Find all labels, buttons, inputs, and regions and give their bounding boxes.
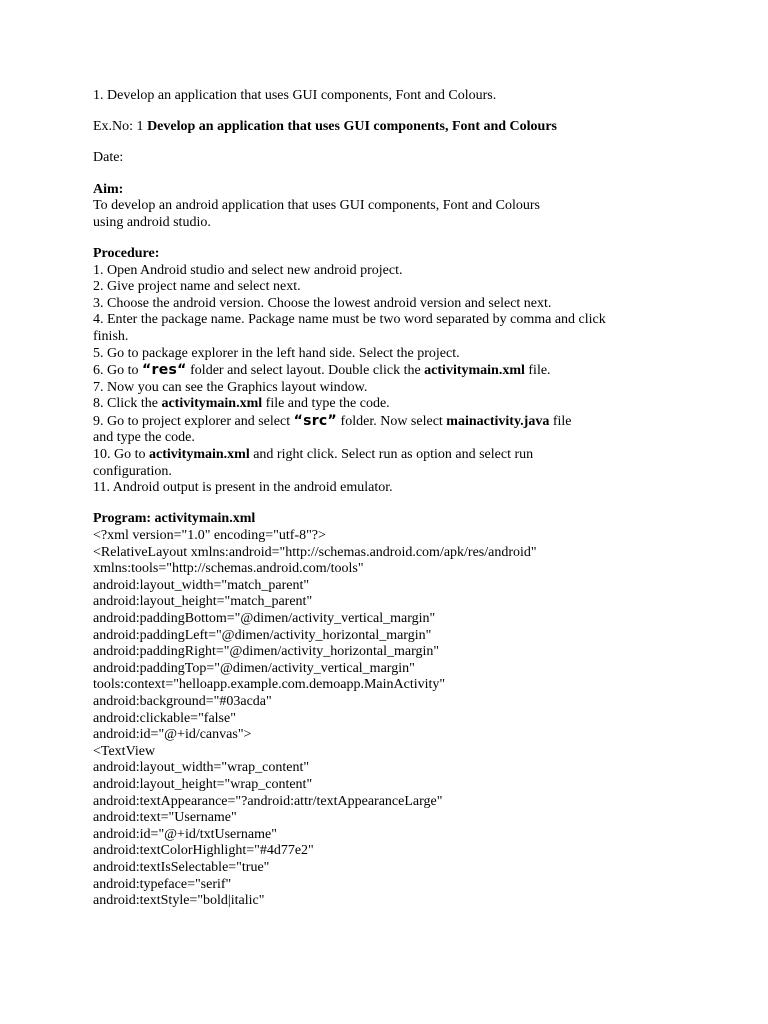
document-body <box>93 88 693 910</box>
step-6-text-mid: folder and select layout. Double click the <box>186 363 425 379</box>
code-line: android:id="@+id/txtUsername" <box>93 826 277 842</box>
procedure-step-5: 5. Go to package explorer in the left hand side. Select the project. <box>93 345 460 361</box>
date-label: Date: <box>93 150 124 166</box>
code-line: android:id="@+id/canvas"> <box>93 727 252 743</box>
step-6-text-end: file. <box>524 363 551 379</box>
procedure-step-9-continued: and type the code. <box>93 430 195 446</box>
exercise-number-line <box>93 119 693 136</box>
procedure-step-1: 1. Open Android studio and select new android project. <box>93 262 403 278</box>
exercise-number-prefix: Ex.No: 1 <box>93 119 148 135</box>
procedure-step-2: 2. Give project name and select next. <box>93 279 301 295</box>
code-line: <TextView <box>93 743 156 759</box>
procedure-step-11: 11. Android output is present in the android emulator. <box>93 480 393 496</box>
step-9-text-mid: folder. Now select <box>337 413 447 429</box>
procedure-step-9 <box>93 413 693 431</box>
code-line: android:text="Username" <box>93 810 237 826</box>
aim-text-line-2: using android studio. <box>93 214 211 230</box>
activitymain-filename: activitymain.xml <box>161 396 263 412</box>
mainactivity-filename: mainactivity.java <box>446 413 550 429</box>
code-line: android:paddingTop="@dimen/activity_vertical_margin" <box>93 660 415 676</box>
code-line: android:typeface="serif" <box>93 876 232 892</box>
step-10-text: 10. Go to <box>93 447 149 463</box>
aim-text-line-1: To develop an android application that uses GUI components, Font and Colours <box>93 198 540 214</box>
program-heading: Program: activitymain.xml <box>93 511 256 527</box>
step-8-text: 8. Click the <box>93 396 162 412</box>
step-9-text: 9. Go to project explorer and select <box>93 413 294 429</box>
code-line: android:textAppearance="?android:attr/textAppearanceLarge" <box>93 793 443 809</box>
step-6-text: 6. Go to <box>93 363 142 379</box>
code-line: android:paddingLeft="@dimen/activity_horizontal_margin" <box>93 627 432 643</box>
code-line: android:layout_width="wrap_content" <box>93 760 310 776</box>
procedure-step-3: 3. Choose the android version. Choose the lowest android version and select next. <box>93 295 552 311</box>
code-line: android:paddingRight="@dimen/activity_horizontal_margin" <box>93 644 440 660</box>
code-line: <?xml version="1.0" encoding="utf-8"?> <box>93 528 326 544</box>
procedure-step-7: 7. Now you can see the Graphics layout window. <box>93 379 368 395</box>
procedure-step-10 <box>93 447 693 464</box>
procedure-step-10-continued: configuration. <box>93 463 172 479</box>
procedure-step-6 <box>93 362 693 380</box>
code-line: android:textStyle="bold|italic" <box>93 893 265 909</box>
procedure-step-8 <box>93 396 693 413</box>
code-line: android:paddingBottom="@dimen/activity_vertical_margin" <box>93 611 436 626</box>
procedure-step-4-continued: finish. <box>93 328 129 344</box>
code-listing <box>93 528 693 910</box>
code-line: tools:context="helloapp.example.com.demoapp.MainActivity" <box>93 677 446 693</box>
code-line: android:layout_height="match_parent" <box>93 594 313 610</box>
code-line: android:layout_width="match_parent" <box>93 577 310 593</box>
step-9-text-end: file <box>549 413 572 429</box>
procedure-step-4: 4. Enter the package name. Package name must be two word separated by comma and click <box>93 312 606 328</box>
code-line: android:clickable="false" <box>93 710 236 726</box>
res-folder-name: “res“ <box>142 362 187 379</box>
document-heading: 1. Develop an application that uses GUI components, Font and Colours. <box>93 88 497 103</box>
exercise-title: Develop an application that uses GUI components, Font and Colours <box>147 119 557 135</box>
code-line: android:textColorHighlight="#4d77e2" <box>93 843 314 859</box>
code-line: <RelativeLayout xmlns:android="http://schemas.android.com/apk/res/android" <box>93 544 537 560</box>
code-line: android:textIsSelectable="true" <box>93 859 270 875</box>
step-8-text-end: file and type the code. <box>262 396 390 412</box>
step-10-text-end: and right click. Select run as option and select run <box>249 447 534 463</box>
code-line: android:background="#03acda" <box>93 693 272 709</box>
src-folder-name: “src” <box>293 412 338 429</box>
activitymain-filename: activitymain.xml <box>424 363 525 379</box>
aim-heading: Aim: <box>93 181 124 197</box>
activitymain-filename: activitymain.xml <box>149 447 250 463</box>
procedure-heading: Procedure: <box>93 245 160 261</box>
code-line: android:layout_height="wrap_content" <box>93 776 313 792</box>
code-line: xmlns:tools="http://schemas.android.com/tools" <box>93 561 364 577</box>
